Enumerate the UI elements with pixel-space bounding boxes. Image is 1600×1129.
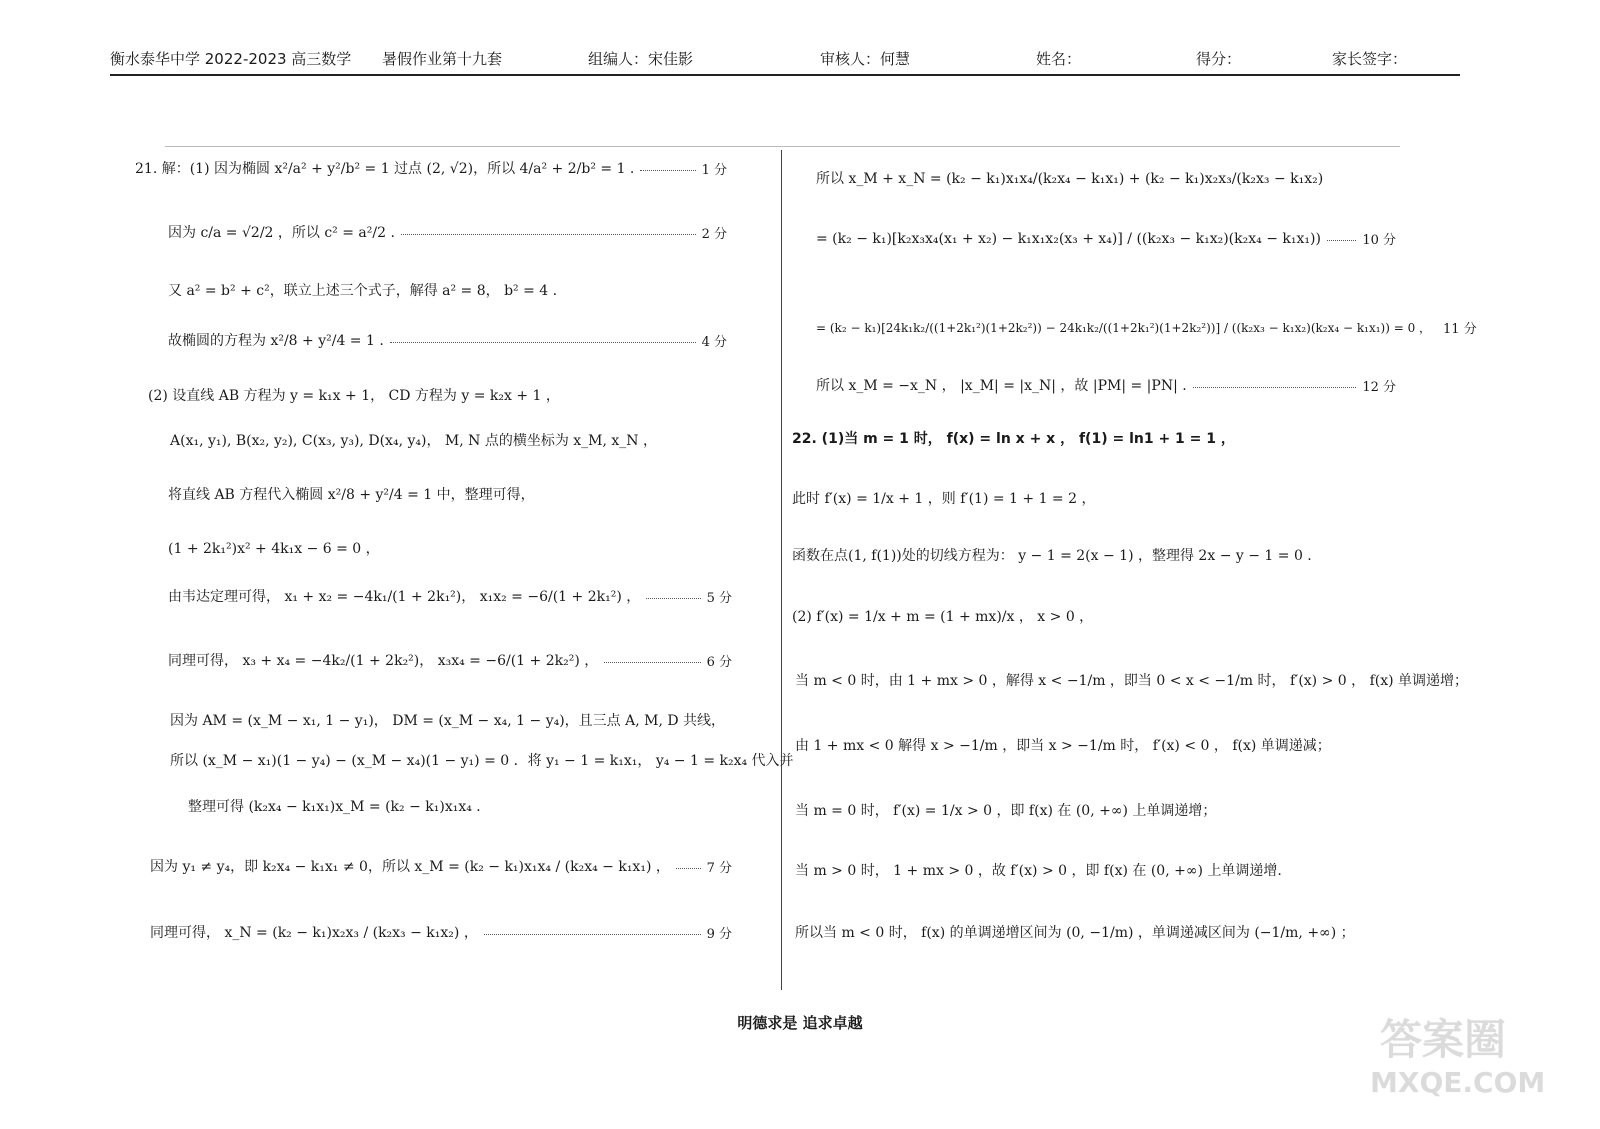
watermark-logo-text: 答案圈 — [1380, 1015, 1507, 1064]
left-line-13: 整理可得 (k₂x₄ − k₁x₁)x_M = (k₂ − k₁)x₁x₄ ． — [188, 799, 491, 815]
left-line-11: 因为 AM = (x_M − x₁, 1 − y₁)， DM = (x_M − x₄, 1 − y₄)，且三点 A, M, D 共线， — [170, 713, 726, 729]
right-line-12: 当 m > 0 时， 1 + mx > 0 ，故 f′(x) > 0 ，即 f(x) 在 (0, +∞) 上单调递增. — [795, 863, 1282, 879]
right-line-10: 由 1 + mx < 0 解得 x > −1/m ，即当 x > −1/m 时， f′(x) < 0 ， f(x) 单调递减； — [795, 738, 1331, 754]
left-line-15: 同理可得， x_N = (k₂ − k₁)x₂x₃ / (k₂x₃ − k₁x₂) ， 9 分 — [150, 925, 732, 942]
header-school: 衡水泰华中学 2022-2023 高三数学 — [110, 50, 352, 68]
column-divider — [781, 150, 782, 990]
right-line-13: 所以当 m < 0 时， f(x) 的单调递增区间为 (0, −1/m) ，单调递减区间为 (−1/m, +∞) ； — [795, 925, 1355, 941]
top-rule — [165, 146, 1400, 147]
left-line-5: (2) 设直线 AB 方程为 y = k₁x + 1， CD 方程为 y = k₂x + 1 ， — [148, 388, 560, 404]
header-editor: 组编人：宋佳影 — [588, 50, 694, 68]
right-line-1: 所以 x_M + x_N = (k₂ − k₁)x₁x₄/(k₂x₄ − k₁x₁) + (k₂ − k₁)x₂x₃/(k₂x₃ − k₁x₂) — [816, 171, 1324, 187]
right-line-11: 当 m = 0 时， f′(x) = 1/x > 0 ，即 f(x) 在 (0, +∞) 上单调递增； — [795, 803, 1217, 819]
header-assignment: 暑假作业第十九套 — [382, 50, 503, 68]
left-line-8: (1 + 2k₁²)x² + 4k₁x − 6 = 0 ， — [168, 541, 380, 557]
watermark — [1370, 1009, 1560, 1099]
right-line-7: 函数在点(1, f(1))处的切线方程为： y − 1 = 2(x − 1) ，整理得 2x − y − 1 = 0 . — [792, 548, 1312, 564]
header-reviewer: 审核人：何慧 — [820, 50, 911, 68]
header-parent-label: 家长签字： — [1332, 50, 1408, 68]
left-line-12: 所以 (x_M − x₁)(1 − y₄) − (x_M − x₄)(1 − y₁) = 0 ．将 y₁ − 1 = k₁x₁， y₄ − 1 = k₂x₄ 代入并 — [170, 753, 794, 769]
right-line-5: 22. (1)当 m = 1 时， f(x) = ln x + x ， f(1) = ln1 + 1 = 1 ， — [792, 431, 1235, 447]
header-score-label: 得分： — [1196, 50, 1242, 68]
left-line-1: 21. 解：(1) 因为椭圆 x²/a² + y²/b² = 1 过点 (2, √2)，所以 4/a² + 2/b² = 1 . 1 分 — [135, 161, 727, 178]
left-line-4: 故椭圆的方程为 x²/8 + y²/4 = 1 . 4 分 — [168, 333, 727, 350]
right-line-3: = (k₂ − k₁)[24k₁k₂/((1+2k₁²)(1+2k₂²)) − 24k₁k₂/((1+2k₁²)(1+2k₂²))] / ((k₂x₃ − k₁x₂)(k₂x₄ − k₁x₁)) = 0 ， 11 分 — [816, 321, 1477, 337]
watermark-logo-icon — [1370, 1009, 1560, 1069]
left-line-9: 由韦达定理可得， x₁ + x₂ = −4k₁/(1 + 2k₁²)， x₁x₂ = −6/(1 + 2k₁²) ， 5 分 — [168, 589, 732, 606]
left-line-7: 将直线 AB 方程代入椭圆 x²/8 + y²/4 = 1 中，整理可得， — [168, 487, 535, 503]
page-header — [110, 44, 1460, 76]
watermark-text: MXQE.COM — [1370, 1066, 1546, 1099]
left-line-2: 因为 c/a = √2/2 ，所以 c² = a²/2 . 2 分 — [168, 225, 727, 242]
left-line-3: 又 a² = b² + c²，联立上述三个式子，解得 a² = 8， b² = 4 . — [168, 283, 558, 299]
left-line-10: 同理可得， x₃ + x₄ = −4k₂/(1 + 2k₂²)， x₃x₄ = −6/(1 + 2k₂²) ， 6 分 — [168, 653, 732, 670]
right-line-4: 所以 x_M = −x_N ， |x_M| = |x_N| ，故 |PM| = |PN| . 12 分 — [816, 378, 1396, 395]
right-line-8: (2) f′(x) = 1/x + m = (1 + mx)/x ， x > 0 ， — [792, 609, 1094, 625]
page-footer: 明德求是 追求卓越 — [737, 1014, 863, 1032]
left-line-6: A(x₁, y₁), B(x₂, y₂), C(x₃, y₃), D(x₄, y₄)， M, N 点的横坐标为 x_M, x_N ， — [170, 433, 658, 449]
right-line-2: = (k₂ − k₁)[k₂x₃x₄(x₁ + x₂) − k₁x₁x₂(x₃ + x₄)] / ((k₂x₃ − k₁x₂)(k₂x₄ − k₁x₁)) 10 分 — [816, 230, 1396, 248]
right-line-9: 当 m < 0 时，由 1 + mx > 0 ，解得 x < −1/m ，即当 0 < x < −1/m 时， f′(x) > 0 ， f(x) 单调递增； — [795, 673, 1469, 689]
right-line-6: 此时 f′(x) = 1/x + 1 ，则 f′(1) = 1 + 1 = 2 ， — [792, 491, 1096, 507]
left-line-14: 因为 y₁ ≠ y₄，即 k₂x₄ − k₁x₁ ≠ 0，所以 x_M = (k₂ − k₁)x₁x₄ / (k₂x₄ − k₁x₁) ， 7 分 — [150, 859, 732, 876]
header-name-label: 姓名： — [1036, 50, 1082, 68]
